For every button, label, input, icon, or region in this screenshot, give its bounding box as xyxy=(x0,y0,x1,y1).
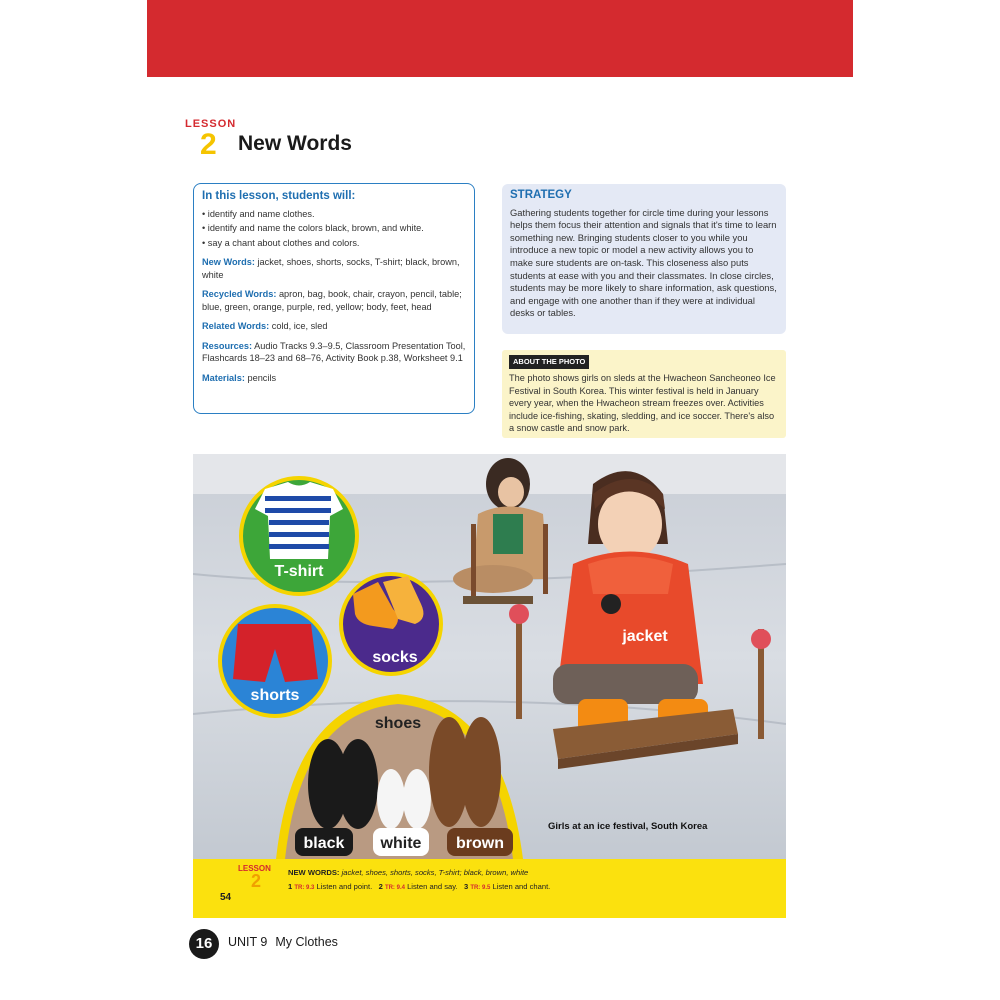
page-title: New Words xyxy=(238,132,352,155)
shoes-label: shoes xyxy=(374,715,422,732)
strategy-box xyxy=(502,184,786,334)
about-photo-tag: ABOUT THE PHOTO xyxy=(509,355,589,369)
tshirt-circle xyxy=(241,478,357,594)
recycled-words-line xyxy=(202,288,466,313)
resources-text: Audio Tracks 9.3–9.5, Classroom Presentation Tool, Flashcards 18–23 and 68–76, Activity Book p.38, Worksheet 9.1 xyxy=(202,340,466,363)
about-photo-box xyxy=(502,350,786,438)
related-words-text: cold, ice, sled xyxy=(271,321,328,331)
activity-1-track: TR: 9.3 xyxy=(294,885,315,891)
recycled-words-label: Recycled Words: xyxy=(202,289,277,299)
white-label: white xyxy=(380,835,422,852)
lesson-number: 2 xyxy=(200,128,217,161)
activity-3-text: Listen and chant. xyxy=(492,882,551,891)
strip-new-words-text: jacket, shoes, shorts, socks, T-shirt; black, brown, white xyxy=(341,868,529,877)
jacket-label: jacket xyxy=(622,628,668,645)
activity-2-number: 2 xyxy=(378,882,383,891)
materials-line xyxy=(202,372,466,385)
shorts-label: shorts xyxy=(250,687,300,704)
footer-unit xyxy=(228,935,338,949)
activity-1-text: Listen and point. xyxy=(316,882,373,891)
lesson-word: LESSON xyxy=(185,118,237,130)
socks-circle xyxy=(341,574,441,674)
student-page-strip xyxy=(193,859,786,918)
footer-unit-title: My Clothes xyxy=(275,935,338,949)
strip-new-words xyxy=(288,868,528,877)
about-photo-text: The photo shows girls on sleds at the Hwacheon Sancheoneo Ice Festival in South Korea. This winter festival is held in January every year, when the Hwacheon stream freezes over. Activities include ice-fishing, skating, sledding, and ice soccer. There's also a snow castle and snow park. xyxy=(509,373,776,434)
objective-item: • identify and name clothes. xyxy=(202,208,466,221)
top-banner xyxy=(147,0,853,77)
new-words-text: jacket, shoes, shorts, socks, T-shirt; black, brown, white xyxy=(202,257,460,280)
objectives-box xyxy=(193,183,475,414)
activity-2-track: TR: 9.4 xyxy=(384,885,405,891)
strategy-heading: STRATEGY xyxy=(510,189,572,201)
recycled-words-text: apron, bag, book, chair, crayon, pencil, table; blue, green, orange, purple, red, yellow; body, feet, head xyxy=(202,289,462,312)
resources-label: Resources: xyxy=(202,340,253,351)
objective-item: • identify and name the colors black, brown, and white. xyxy=(202,222,466,235)
materials-label: Materials: xyxy=(202,372,245,383)
resources-line xyxy=(202,340,466,365)
lesson-badge xyxy=(185,118,237,162)
related-words-label: Related Words: xyxy=(202,321,270,331)
related-words-line xyxy=(202,320,466,333)
photo-caption: Girls at an ice festival, South Korea xyxy=(548,821,708,832)
objectives-heading: In this lesson, students will: xyxy=(202,190,356,202)
shorts-circle xyxy=(220,606,330,716)
black-label: black xyxy=(303,835,345,852)
brown-label: brown xyxy=(456,835,504,852)
new-words-line xyxy=(202,256,466,281)
strip-lesson-number: 2 xyxy=(251,871,262,891)
lesson-photo xyxy=(193,454,786,859)
page-number-badge: 16 xyxy=(189,929,219,959)
footer-unit-number: UNIT 9 xyxy=(228,935,268,949)
strip-activities xyxy=(288,882,550,891)
strip-new-words-label: NEW WORDS: xyxy=(288,868,340,877)
activity-2-text: Listen and say. xyxy=(407,882,458,891)
socks-label: socks xyxy=(372,649,418,666)
materials-text: pencils xyxy=(247,372,277,383)
objective-item: • say a chant about clothes and colors. xyxy=(202,237,466,250)
objectives-list xyxy=(202,208,466,250)
activity-1-number: 1 xyxy=(288,882,293,891)
activity-3-track: TR: 9.5 xyxy=(470,885,491,891)
student-page-number: 54 xyxy=(220,892,232,903)
activity-3-number: 3 xyxy=(463,882,469,891)
strip-lesson-word: LESSON xyxy=(238,864,271,873)
new-words-label: New Words: xyxy=(202,257,255,267)
ice-festival-photo xyxy=(193,454,786,859)
tshirt-label: T-shirt xyxy=(274,563,324,580)
strategy-text: Gathering students together for circle time during your lessons helps them focus their attention and signals that it's time to learn something new. Bringing students closer to you while you introduce a new topic or model a new activity allows you to make sure students are on-task. This closeness also puts students at ease with you and their classmates. In close circles, students may be more likely to share information, ask questions, and engage with one another than if they were at individual desks or tables. xyxy=(510,206,777,319)
